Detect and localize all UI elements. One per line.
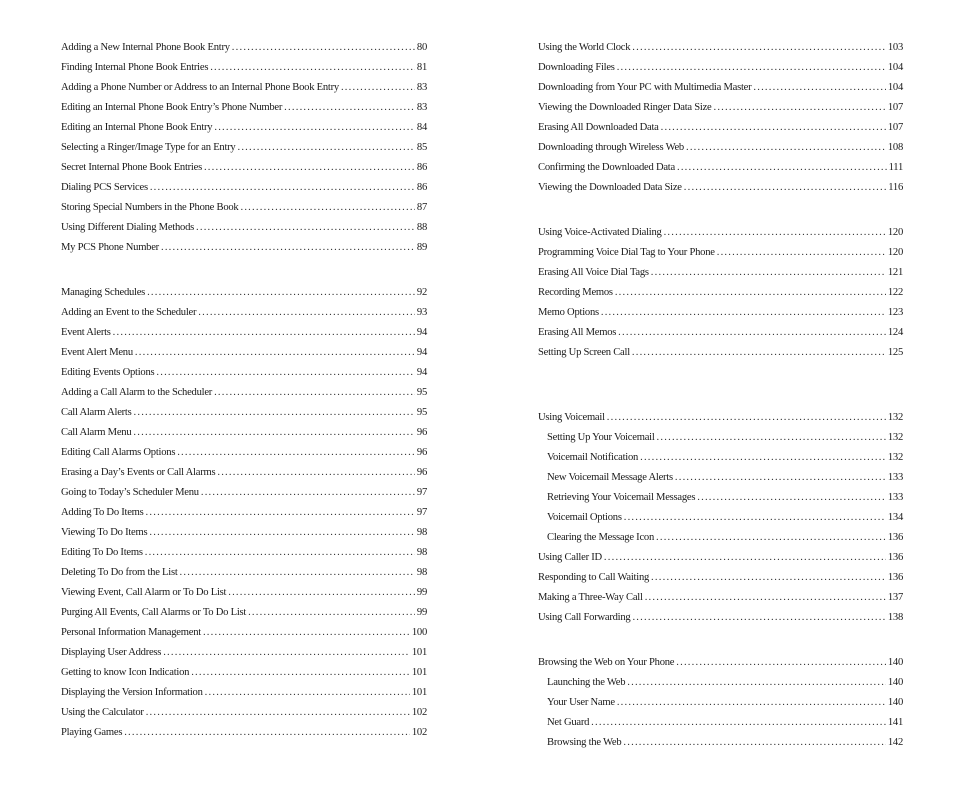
toc-subentry (538, 713, 903, 733)
toc-leader (676, 653, 886, 673)
toc-entry-label: Using Voice-Activated Dialing (538, 227, 662, 238)
toc-subentry (538, 468, 903, 488)
toc-entry-label: Clearing the Message Icon (547, 532, 655, 543)
toc-entry-page: 120 (887, 247, 903, 258)
toc-entry-page: 136 (887, 572, 903, 583)
toc-entry (61, 38, 427, 58)
toc-leader (217, 463, 415, 483)
toc-entry-page: 86 (416, 182, 427, 193)
toc-leader (284, 98, 415, 118)
toc-entry-label: Adding a Call Alarm to the Scheduler (61, 387, 213, 398)
toc-entry-label: Selecting a Ringer/Image Type for an Entry (61, 142, 236, 153)
toc-entry-label: Using Call Forwarding (538, 612, 631, 623)
toc-entry-label: Event Alerts (61, 327, 111, 338)
toc-entry-page: 101 (411, 667, 427, 678)
toc-entry-page: 123 (887, 307, 903, 318)
toc-subentry (538, 528, 903, 548)
toc-entry-label: Editing an Internal Phone Book Entry (61, 122, 213, 133)
toc-entry-label: Downloading from Your PC with Multimedia Master (538, 82, 752, 93)
toc-entry-label: Going to Today’s Scheduler Menu (61, 487, 199, 498)
toc-entry-page: 104 (887, 62, 903, 73)
toc-leader (133, 423, 415, 443)
toc-entry-page: 95 (416, 387, 427, 398)
toc-entry-page: 96 (416, 447, 427, 458)
toc-entry (61, 623, 427, 643)
toc-entry-label: Displaying the Version Information (61, 687, 203, 698)
toc-entry (538, 568, 903, 588)
toc-leader (618, 323, 886, 343)
toc-leader (591, 713, 886, 733)
toc-leader (180, 563, 415, 583)
toc-entry-label: Deleting To Do from the List (61, 567, 178, 578)
toc-entry-page: 85 (416, 142, 427, 153)
toc-entry-label: Confirming the Downloaded Data (538, 162, 675, 173)
toc-entry (61, 723, 427, 743)
toc-group (538, 653, 903, 753)
toc-entry-label: Browsing the Web on Your Phone (538, 657, 675, 668)
toc-entry-label: Your User Name (547, 697, 615, 708)
toc-leader (656, 528, 886, 548)
toc-entry-label: Erasing All Downloaded Data (538, 122, 659, 133)
toc-entry (61, 58, 427, 78)
toc-entry (538, 243, 903, 263)
toc-leader (661, 118, 886, 138)
toc-entry (538, 343, 903, 363)
toc-entry-page: 96 (416, 427, 427, 438)
toc-leader (651, 263, 886, 283)
toc-leader (201, 483, 415, 503)
toc-entry (538, 283, 903, 303)
toc-entry-label: Launching the Web (547, 677, 626, 688)
toc-entry-page: 92 (416, 287, 427, 298)
toc-group (538, 38, 903, 198)
toc-entry (61, 238, 427, 258)
toc-entry-label: Managing Schedules (61, 287, 146, 298)
toc-entry (538, 178, 903, 198)
section-gap (538, 198, 903, 223)
toc-leader (135, 343, 415, 363)
toc-entry-page: 99 (416, 587, 427, 598)
toc-entry (538, 548, 903, 568)
toc-group (538, 223, 903, 363)
toc-entry-label: Event Alert Menu (61, 347, 133, 358)
toc-entry (61, 158, 427, 178)
toc-entry-page: 124 (887, 327, 903, 338)
section-gap (538, 628, 903, 653)
toc-entry-label: Erasing a Day’s Events or Call Alarms (61, 467, 216, 478)
toc-entry (61, 463, 427, 483)
toc-subentry (538, 733, 903, 753)
toc-entry-label: Secret Internal Phone Book Entries (61, 162, 202, 173)
toc-entry-page: 132 (887, 412, 903, 423)
toc-entry (61, 363, 427, 383)
toc-entry-label: Downloading through Wireless Web (538, 142, 684, 153)
toc-entry-page: 132 (887, 432, 903, 443)
toc-leader (161, 238, 415, 258)
toc-entry-label: Using Caller ID (538, 552, 602, 563)
toc-entry-page: 96 (416, 467, 427, 478)
toc-entry-label: Storing Special Numbers in the Phone Book (61, 202, 239, 213)
toc-leader (624, 508, 886, 528)
toc-entry-page: 89 (416, 242, 427, 253)
toc-entry-page: 104 (887, 82, 903, 93)
toc-entry-label: Net Guard (547, 717, 590, 728)
toc-entry-label: Adding a Phone Number or Address to an Internal Phone Book Entry (61, 82, 339, 93)
toc-entry (61, 563, 427, 583)
toc-leader (632, 343, 886, 363)
toc-leader (697, 488, 886, 508)
toc-entry-label: Dialing PCS Services (61, 182, 148, 193)
toc-leader (196, 218, 415, 238)
toc-entry-label: Memo Options (538, 307, 599, 318)
toc-entry-page: 108 (887, 142, 903, 153)
toc-entry-page: 102 (411, 707, 427, 718)
toc-leader (601, 303, 886, 323)
toc-entry (538, 608, 903, 628)
toc-entry (61, 78, 427, 98)
toc-entry-page: 134 (887, 512, 903, 523)
toc-entry-label: Programming Voice Dial Tag to Your Phone (538, 247, 715, 258)
toc-entry (61, 703, 427, 723)
toc-entry-page: 120 (887, 227, 903, 238)
toc-entry (538, 223, 903, 243)
toc-entry (538, 118, 903, 138)
toc-entry-page: 136 (887, 532, 903, 543)
toc-entry-label: Setting Up Your Voicemail (547, 432, 655, 443)
toc-entry (61, 343, 427, 363)
toc-entry-label: Editing To Do Items (61, 547, 143, 558)
toc-leader (677, 158, 887, 178)
toc-subentry (538, 428, 903, 448)
toc-leader (657, 428, 886, 448)
toc-entry-page: 122 (887, 287, 903, 298)
toc-entry-label: Using the World Clock (538, 42, 631, 53)
toc-entry-page: 81 (416, 62, 427, 73)
toc-entry (61, 138, 427, 158)
toc-entry-label: Adding To Do Items (61, 507, 144, 518)
toc-leader (664, 223, 886, 243)
toc-leader (713, 98, 885, 118)
toc-leader (632, 608, 885, 628)
toc-entry (538, 38, 903, 58)
section-gap (61, 258, 427, 283)
toc-entry (61, 303, 427, 323)
toc-entry-page: 88 (416, 222, 427, 233)
toc-leader (686, 138, 886, 158)
toc-entry-label: Editing an Internal Phone Book Entry’s Phone Number (61, 102, 283, 113)
toc-leader (150, 178, 415, 198)
toc-leader (684, 178, 886, 198)
toc-leader (651, 568, 886, 588)
toc-leader (214, 118, 415, 138)
toc-entry-page: 140 (887, 677, 903, 688)
toc-entry-page: 99 (416, 607, 427, 618)
toc-group (61, 38, 427, 258)
toc-entry (538, 158, 903, 178)
toc-entry-label: Erasing All Voice Dial Tags (538, 267, 649, 278)
toc-entry (61, 443, 427, 463)
toc-entry-label: Purging All Events, Call Alarms or To Do List (61, 607, 247, 618)
toc-leader (205, 683, 410, 703)
toc-entry-label: Adding an Event to the Scheduler (61, 307, 197, 318)
toc-entry-page: 83 (416, 102, 427, 113)
toc-entry-label: Erasing All Memos (538, 327, 617, 338)
toc-entry-label: Using the Calculator (61, 707, 144, 718)
toc-entry (61, 383, 427, 403)
toc-entry (61, 198, 427, 218)
toc-leader (627, 673, 886, 693)
toc-entry-label: Recording Memos (538, 287, 613, 298)
toc-entry-label: Using Voicemail (538, 412, 605, 423)
toc-entry (61, 663, 427, 683)
toc-entry (61, 683, 427, 703)
toc-entry-label: Responding to Call Waiting (538, 572, 650, 583)
toc-leader (604, 548, 886, 568)
toc-entry-label: Editing Events Options (61, 367, 155, 378)
toc-leader (617, 693, 886, 713)
toc-leader (146, 703, 410, 723)
toc-entry-label: My PCS Phone Number (61, 242, 159, 253)
toc-entry-page: 98 (416, 547, 427, 558)
toc-entry (538, 303, 903, 323)
toc-entry-page: 80 (416, 42, 427, 53)
toc-entry (61, 218, 427, 238)
toc-entry (538, 588, 903, 608)
toc-leader (632, 38, 886, 58)
toc-entry-page: 141 (887, 717, 903, 728)
toc-leader (203, 623, 410, 643)
toc-entry-label: Editing Call Alarms Options (61, 447, 176, 458)
toc-entry-label: Voicemail Options (547, 512, 622, 523)
toc-leader (163, 643, 410, 663)
toc-entry-page: 140 (887, 657, 903, 668)
toc-entry (538, 58, 903, 78)
toc-entry-label: Getting to know Icon Indication (61, 667, 190, 678)
toc-leader (134, 403, 415, 423)
toc-entry-page: 142 (887, 737, 903, 748)
toc-entry-page: 133 (887, 472, 903, 483)
toc-entry-label: Browsing the Web (547, 737, 622, 748)
toc-entry-label: Finding Internal Phone Book Entries (61, 62, 209, 73)
toc-entry-page: 93 (416, 307, 427, 318)
toc-entry (538, 263, 903, 283)
toc-entry-page: 94 (416, 367, 427, 378)
toc-leader (147, 283, 415, 303)
toc-entry (61, 603, 427, 623)
toc-leader (232, 38, 415, 58)
toc-entry-page: 98 (416, 527, 427, 538)
toc-leader (177, 443, 415, 463)
toc-entry (61, 523, 427, 543)
toc-leader (156, 363, 415, 383)
toc-entry-page: 84 (416, 122, 427, 133)
toc-entry (61, 423, 427, 443)
toc-entry (538, 138, 903, 158)
toc-entry-page: 87 (416, 202, 427, 213)
toc-entry-page: 83 (416, 82, 427, 93)
toc-leader (640, 448, 886, 468)
toc-entry-page: 98 (416, 567, 427, 578)
toc-entry-label: Using Different Dialing Methods (61, 222, 194, 233)
toc-entry (538, 78, 903, 98)
toc-entry-label: Viewing To Do Items (61, 527, 148, 538)
toc-entry-label: Displaying User Address (61, 647, 162, 658)
toc-entry-page: 97 (416, 507, 427, 518)
toc-leader (124, 723, 410, 743)
toc-leader (341, 78, 415, 98)
toc-subentry (538, 673, 903, 693)
toc-leader (204, 158, 415, 178)
toc-entry (61, 643, 427, 663)
toc-right-column (538, 38, 903, 753)
toc-entry-label: Downloading Files (538, 62, 615, 73)
toc-leader (607, 408, 886, 428)
toc-entry (61, 323, 427, 343)
toc-leader (149, 523, 415, 543)
section-gap (538, 363, 903, 408)
toc-subentry (538, 508, 903, 528)
toc-entry-page: 133 (887, 492, 903, 503)
toc-leader (617, 58, 886, 78)
toc-subentry (538, 693, 903, 713)
toc-entry-page: 121 (887, 267, 903, 278)
toc-entry-page: 116 (888, 182, 903, 193)
toc-entry-label: Retrieving Your Voicemail Messages (547, 492, 696, 503)
toc-leader (145, 543, 415, 563)
toc-entry-label: Call Alarm Alerts (61, 407, 132, 418)
toc-entry-label: Viewing the Downloaded Data Size (538, 182, 682, 193)
toc-entry (538, 653, 903, 673)
toc-entry-page: 137 (887, 592, 903, 603)
toc-entry (61, 118, 427, 138)
toc-leader (623, 733, 885, 753)
toc-entry (61, 283, 427, 303)
toc-entry-label: Viewing Event, Call Alarm or To Do List (61, 587, 227, 598)
toc-entry (538, 323, 903, 343)
toc-group (61, 283, 427, 743)
toc-entry-label: New Voicemail Message Alerts (547, 472, 673, 483)
toc-leader (228, 583, 415, 603)
toc-entry (61, 403, 427, 423)
toc-entry (61, 543, 427, 563)
toc-entry-label: Playing Games (61, 727, 123, 738)
toc-entry-page: 136 (887, 552, 903, 563)
toc-group (538, 408, 903, 628)
toc-entry-label: Voicemail Notification (547, 452, 639, 463)
toc-entry (61, 583, 427, 603)
toc-entry (61, 503, 427, 523)
toc-entry-page: 107 (887, 122, 903, 133)
toc-subentry (538, 488, 903, 508)
toc-entry-label: Viewing the Downloaded Ringer Data Size (538, 102, 712, 113)
toc-entry-label: Call Alarm Menu (61, 427, 132, 438)
toc-entry-page: 103 (887, 42, 903, 53)
toc-entry-page: 132 (887, 452, 903, 463)
toc-entry-page: 94 (416, 327, 427, 338)
toc-entry-label: Adding a New Internal Phone Book Entry (61, 42, 230, 53)
toc-leader (717, 243, 886, 263)
toc-subentry (538, 448, 903, 468)
toc-entry-page: 102 (411, 727, 427, 738)
toc-leader (210, 58, 415, 78)
toc-entry-page: 86 (416, 162, 427, 173)
toc-leader (240, 198, 414, 218)
toc-entry (61, 98, 427, 118)
toc-entry-page: 94 (416, 347, 427, 358)
toc-entry-page: 138 (887, 612, 903, 623)
toc-leader (146, 503, 415, 523)
toc-entry-label: Making a Three-Way Call (538, 592, 643, 603)
toc-entry-page: 111 (888, 162, 903, 173)
toc-leader (191, 663, 410, 683)
toc-leader (214, 383, 415, 403)
toc-left-column (61, 38, 427, 743)
toc-entry-page: 101 (411, 687, 427, 698)
toc-leader (198, 303, 415, 323)
toc-leader (753, 78, 885, 98)
toc-entry-page: 125 (887, 347, 903, 358)
toc-leader (237, 138, 414, 158)
toc-entry-page: 100 (411, 627, 427, 638)
toc-entry (61, 483, 427, 503)
toc-entry (61, 178, 427, 198)
toc-entry (538, 98, 903, 118)
toc-entry-page: 140 (887, 697, 903, 708)
toc-leader (675, 468, 886, 488)
toc-leader (113, 323, 415, 343)
toc-entry-page: 107 (887, 102, 903, 113)
toc-leader (645, 588, 886, 608)
toc-entry-page: 97 (416, 487, 427, 498)
toc-entry-label: Personal Information Management (61, 627, 201, 638)
toc-entry-page: 95 (416, 407, 427, 418)
toc-leader (615, 283, 886, 303)
toc-entry-label: Setting Up Screen Call (538, 347, 630, 358)
toc-entry-page: 101 (411, 647, 427, 658)
toc-entry (538, 408, 903, 428)
toc-leader (248, 603, 415, 623)
